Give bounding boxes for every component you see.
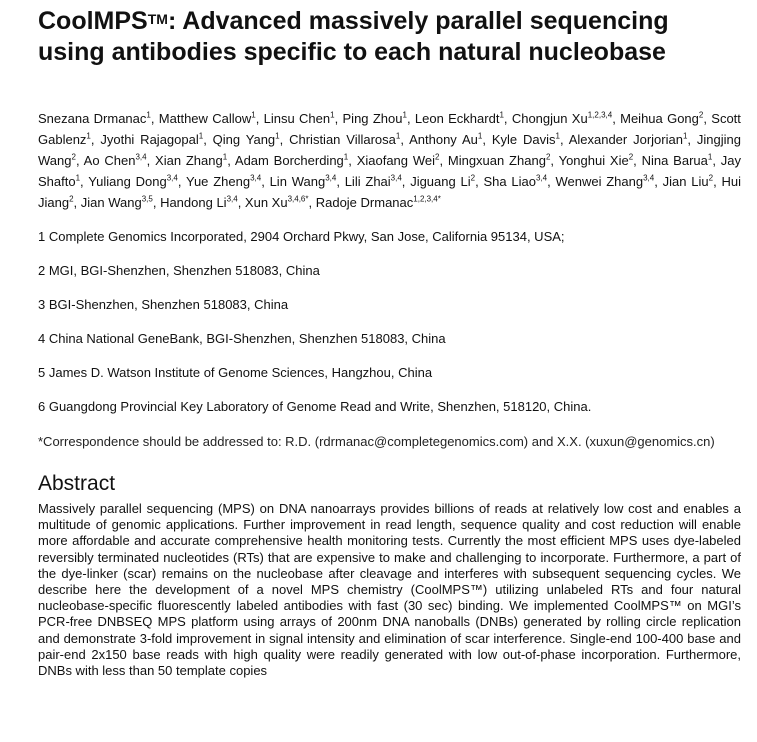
author — [81, 195, 153, 210]
author-name: Wenwei Zhang — [555, 174, 644, 189]
abstract-heading: Abstract — [38, 472, 116, 495]
author-name: Xun Xu — [244, 195, 288, 210]
author — [559, 153, 634, 168]
author-name: Radoje Drmanac — [315, 195, 414, 210]
author — [245, 195, 309, 210]
affiliation-2: 2 MGI, BGI-Shenzhen, Shenzhen 518083, China — [38, 263, 320, 278]
author — [88, 174, 178, 189]
author-name: Jingjing Wang — [38, 132, 741, 168]
author — [264, 111, 335, 126]
author — [492, 132, 560, 147]
author-name: Christian Villarosa — [289, 132, 396, 147]
author-affiliation-mark: 1 — [499, 110, 504, 120]
author-name: Yue Zheng — [186, 174, 251, 189]
paper-page — [38, 6, 741, 679]
author-affiliation-mark: 1 — [251, 110, 256, 120]
author-name: Ping Zhou — [342, 111, 403, 126]
author-affiliation-mark: 2 — [69, 194, 74, 204]
author-name: Handong Li — [160, 195, 227, 210]
author-affiliation-mark: 3,4 — [535, 173, 548, 183]
author-affiliation-mark: 2 — [628, 152, 634, 162]
author-name: Xian Zhang — [155, 153, 223, 168]
author — [409, 132, 482, 147]
author — [663, 174, 713, 189]
author — [415, 111, 504, 126]
affiliation-3: 3 BGI-Shenzhen, Shenzhen 518083, China — [38, 297, 289, 312]
author — [483, 174, 547, 189]
author-name: Ao Chen — [83, 153, 136, 168]
author-name: Qing Yang — [212, 132, 276, 147]
title-rest: : Advanced massively parallel sequencing using antibodies specific to each natural nucleobase — [38, 7, 669, 66]
author-affiliation-mark: 1 — [198, 131, 204, 141]
author — [186, 174, 261, 189]
author — [316, 195, 441, 210]
author-affiliation-mark: 2 — [708, 173, 714, 183]
author-name: Linsu Chen — [263, 111, 331, 126]
affiliation-4: 4 China National GeneBank, BGI-Shenzhen, Shenzhen 518083, China — [38, 331, 446, 346]
author-affiliation-mark: 1 — [402, 110, 407, 120]
author — [38, 111, 151, 126]
author — [289, 132, 400, 147]
author-name: Snezana Drmanac — [38, 111, 147, 126]
author-affiliation-mark: 1 — [330, 110, 335, 120]
author — [155, 153, 227, 168]
author-name: Nina Barua — [641, 153, 708, 168]
author — [270, 174, 337, 189]
affiliation-6: 6 Guangdong Provincial Key Laboratory of Genome Read and Write, Shenzhen, 518120, China. — [38, 399, 592, 414]
abstract-body: Massively parallel sequencing (MPS) on DNA nanoarrays provides billions of reads at relatively low cost and enables a multitude of genomic applications. Further improvement in read length, sequence quality and cost reduction will enable more affordable and accurate comprehensive health monitoring tests. Currently the most efficient MPS uses dye-labeled reversibly terminated nucleotides (RTs) that are expensive to make and challenging to incorporate. Furthermore, a part of the dye-linker (scar) remains on the nucleobase after cleavage and interferes with subsequent sequencing cycles. We describe here the development of a novel MPS chemistry (CoolMPS™) utilizing unlabeled RTs and four natural nucleobase-specific fluorescently labeled antibodies with fast (30 sec) binding. We implemented CoolMPS™ on MGI’s PCR-free DNBSEQ MPS platform using arrays of 200nm DNA nanoballs (DNBs) generated by rolling circle replication and demonstrate 3-fold improvement in signal intensity and elimination of scar interference. Single-end 100-400 base and pair-end 2x150 base reads with high quality were readily generated with low out-of-phase incorporation. Furthermore, DNBs with less than 50 template copies — [38, 501, 741, 679]
author-affiliation-mark: 1 — [343, 152, 349, 162]
author-name: Sha Liao — [483, 174, 536, 189]
author — [620, 111, 703, 126]
author-name: Jian Wang — [80, 195, 142, 210]
trademark-mark: TM — [147, 11, 168, 27]
author — [160, 195, 238, 210]
author-affiliation-mark: 3,4 — [250, 173, 262, 183]
affiliation-5: 5 James D. Watson Institute of Genome Sciences, Hangzhou, China — [38, 365, 433, 380]
author-affiliation-mark: 1 — [146, 110, 151, 120]
author-affiliation-mark: 2 — [470, 173, 476, 183]
author-name: Leon Eckhardt — [414, 111, 500, 126]
author-affiliation-mark: 2 — [698, 110, 704, 120]
author-affiliation-mark: 3,4 — [226, 194, 238, 204]
author — [213, 132, 280, 147]
author-name: Mingxuan Zhang — [447, 153, 546, 168]
author-name: Meihua Gong — [620, 111, 699, 126]
affiliation-list — [38, 229, 741, 415]
author-affiliation-mark: 1 — [555, 131, 560, 141]
author-name: Jay Shafto — [38, 153, 741, 189]
author-name: Scott Gablenz — [38, 111, 741, 147]
author-name: Jyothi Rajagopal — [100, 132, 199, 147]
author — [100, 132, 203, 147]
affiliation-1: 1 Complete Genomics Incorporated, 2904 Orchard Pkwy, San Jose, California 95134, USA; — [38, 229, 565, 244]
author-name: Anthony Au — [409, 132, 478, 147]
author-affiliation-mark: 3,4 — [643, 173, 655, 183]
author-affiliation-mark: 1 — [395, 131, 401, 141]
author — [448, 153, 551, 168]
paper-title — [38, 6, 741, 68]
author-affiliation-mark: 2 — [434, 152, 440, 162]
author-affiliation-mark: 1,2,3,4 — [587, 110, 613, 120]
author-name: Matthew Callow — [158, 111, 252, 126]
author — [555, 174, 654, 189]
correspondence-note: *Correspondence should be addressed to: R.D. (rdrmanac@completegenomics.com) and X.X. (xuxun@genomics.cn) — [38, 434, 715, 449]
author-name: Alexander Jorjorian — [568, 132, 683, 147]
author-affiliation-mark: 1 — [682, 131, 688, 141]
author — [357, 153, 440, 168]
author-affiliation-mark: 2 — [545, 152, 551, 162]
author — [343, 111, 407, 126]
author-affiliation-mark: 3,4 — [390, 173, 402, 183]
author-affiliation-mark: 1 — [75, 173, 81, 183]
author-affiliation-mark: 1 — [86, 131, 91, 141]
author-affiliation-mark: 1,2,3,4* — [413, 194, 441, 204]
author-affiliation-mark: 1 — [707, 152, 713, 162]
author-list: Snezana Drmanac$^1$, Matthew Callow$^1$, Linsu Chen$^1$, Ping Zhou$^1$, Leon Eckhardt$^1$, Chongjun Xu$^{1,2,3,4}$, Meihua Gong$^2$, Scott Gablenz$^1$, Jyothi Rajagopal$^1$, Qing Yang$^1$, Christian Villarosa$^1$, Anthony Au$^1$, Kyle Davis$^1$, Alexander Jorjorian$^1$, Jingjing Wang$^2$, Ao Chen$^{3,4}$, Xian Zhang$^1$, Adam Borcherding$^1$, Xiaofang Wei$^2$, Mingxuan Zhang$^2$, Yonghui Xie$^2$, Nina Barua$^1$, Jay Shafto$^1$, Yuliang Dong$^{3,4}$, Yue Zheng$^{3,4}$, Lin Wang$^{3,4}$, Lili Zhai$^{3,4}$, Jiguang Li$^2$, Sha Liao$^{3,4}$, Wenwei Zhang$^{3,4}$, Jian Liu$^2$, Hui Jiang$^2$, Jian Wang$^{3,5}$, Handong Li$^{3,4}$, Xun $Xu^{3,4,6*}$, Radoje Drmanac$^{1,2,3,4*}$ — [38, 110, 741, 210]
author-name: Lili Zhai — [344, 174, 391, 189]
author-name: Hui Jiang — [38, 174, 741, 210]
author-affiliation-mark: 2 — [71, 152, 76, 162]
author — [410, 174, 475, 189]
author-name: Xiaofang Wei — [356, 153, 435, 168]
author — [84, 153, 147, 168]
author-name: Jian Liu — [662, 174, 709, 189]
author-name: Jiguang Li — [410, 174, 471, 189]
author — [569, 132, 688, 147]
author — [512, 111, 612, 126]
author-affiliation-mark: 1 — [477, 131, 483, 141]
author-name: Lin Wang — [269, 174, 326, 189]
author-name: Kyle Davis — [491, 132, 556, 147]
author — [345, 174, 402, 189]
author-name: Yuliang Dong — [88, 174, 167, 189]
author — [235, 153, 348, 168]
author — [159, 111, 256, 126]
author-affiliation-mark: 3,4 — [135, 152, 147, 162]
author — [642, 153, 713, 168]
title-prefix: CoolMPS — [38, 7, 148, 35]
author-affiliation-mark: 3,5 — [141, 194, 153, 204]
author-name: Chongjun Xu — [511, 111, 588, 126]
author-affiliation-mark: 3,4 — [166, 173, 178, 183]
author-name: Adam Borcherding — [234, 153, 344, 168]
author-affiliation-mark: 1 — [275, 131, 280, 141]
author-name: Yonghui Xie — [558, 153, 629, 168]
author-affiliation-mark: 1 — [222, 152, 228, 162]
author-affiliation-mark: 3,4,6* — [287, 194, 309, 204]
author-affiliation-mark: 3,4 — [325, 173, 337, 183]
